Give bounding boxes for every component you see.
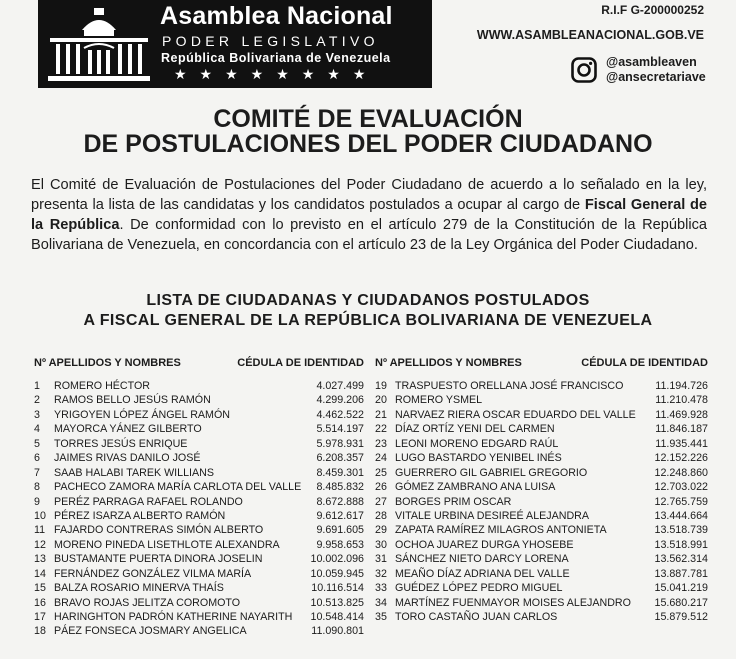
candidate-id: 12.765.759	[654, 495, 708, 508]
table-row	[373, 437, 708, 451]
row-number: 15	[34, 582, 46, 595]
table-row	[373, 495, 708, 509]
row-number: 24	[375, 452, 387, 465]
candidate-id: 12.248.860	[654, 466, 708, 479]
candidate-name: FERNÁNDEZ GONZÁLEZ VILMA MARÍA	[54, 567, 252, 580]
candidate-name: MARTÍNEZ FUENMAYOR MOISES ALEJANDRO	[395, 596, 631, 609]
candidate-name: VITALE URBINA DESIREÉ ALEJANDRA	[395, 509, 590, 522]
row-number: 26	[375, 481, 387, 494]
table-row	[32, 581, 364, 595]
candidate-id: 11.090.801	[311, 625, 364, 638]
table-header	[32, 357, 364, 379]
list-title-line-1: LISTA DE CIUDADANAS Y CIUDADANOS POSTULADOS	[146, 292, 590, 309]
candidate-name: LUGO BASTARDO YENIBEL INÉS	[395, 452, 562, 465]
table-row	[373, 466, 708, 480]
candidate-id: 15.879.512	[654, 611, 708, 623]
candidate-name: LEONI MORENO EDGARD RAÚL	[395, 437, 559, 450]
candidate-id: 11.210.478	[655, 394, 708, 407]
candidate-name: ZAPATA RAMÍREZ MILAGROS ANTONIETA	[395, 524, 607, 537]
table-row	[373, 379, 708, 393]
row-number: 35	[375, 611, 387, 623]
candidate-name: HARINGHTON PADRÓN KATHERINE NAYARITH	[54, 611, 293, 623]
row-number: 5	[34, 437, 40, 450]
candidates-table-right	[373, 357, 708, 624]
candidate-name: MORENO PINEDA LISETHLOTE ALEXANDRA	[54, 538, 280, 551]
candidate-name: JAIMES RIVAS DANILO JOSÉ	[54, 452, 201, 465]
table-header	[373, 357, 708, 379]
candidate-name: FAJARDO CONTRERAS SIMÓN ALBERTO	[54, 524, 264, 537]
table-row	[32, 437, 364, 451]
candidate-id: 8.459.301	[316, 466, 364, 479]
candidate-id: 10.002.096	[310, 553, 364, 566]
row-number: 29	[375, 524, 387, 537]
list-title-line-2: A FISCAL GENERAL DE LA REPÚBLICA BOLIVARIANA DE VENEZUELA	[83, 312, 653, 329]
candidate-id: 15.680.217	[654, 596, 708, 609]
candidate-name: TORO CASTAÑO JUAN CARLOS	[395, 611, 558, 623]
candidate-id: 8.672.888	[316, 495, 364, 508]
candidate-id: 9.612.617	[316, 509, 364, 522]
candidate-id: 4.027.499	[316, 380, 364, 392]
candidate-id: 13.444.664	[654, 509, 708, 522]
candidate-name: OCHOA JUAREZ DURGA YHOSEBE	[395, 538, 574, 551]
candidate-id: 13.518.739	[654, 524, 708, 537]
candidate-id: 9.958.653	[316, 538, 364, 551]
header-banner	[38, 0, 432, 88]
candidate-id: 9.691.605	[316, 524, 364, 537]
candidate-name: SÁNCHEZ NIETO DARCY LORENA	[395, 553, 569, 566]
row-number: 22	[375, 423, 387, 436]
table-row	[373, 610, 708, 624]
row-number: 33	[375, 582, 387, 595]
candidate-id: 11.935.441	[655, 437, 708, 450]
row-number: 21	[375, 408, 387, 421]
candidate-id: 12.703.022	[654, 481, 708, 494]
candidate-id: 12.152.226	[654, 452, 708, 465]
candidate-id: 10.059.945	[310, 567, 364, 580]
candidate-id: 10.116.514	[311, 582, 364, 595]
candidate-name: PACHECO ZAMORA MARÍA CARLOTA DEL VALLE	[54, 481, 302, 494]
table-row	[32, 466, 364, 480]
candidate-name: GUÉDEZ LÓPEZ PEDRO MIGUEL	[395, 582, 563, 595]
row-number: 18	[34, 625, 46, 638]
intro-text-1: El Comité de Evaluación de Postulaciones del Poder Ciudadano de acuerdo a lo señalado en la ley, presenta la lista de las candidatas y los candidatos postulados a ocupar al cargo de	[31, 177, 707, 213]
instagram-icon	[571, 57, 597, 83]
row-number: 20	[375, 394, 387, 407]
candidate-name: PÉREZ ISARZA ALBERTO RAMÓN	[54, 509, 226, 522]
candidate-id: 6.208.357	[316, 452, 364, 465]
stars-row: ★★★★★★★★	[174, 66, 379, 82]
candidate-id: 15.041.219	[654, 582, 708, 595]
title-line-1: COMITÉ DE EVALUACIÓN	[213, 105, 523, 133]
table-row	[373, 422, 708, 436]
candidate-name: TRASPUESTO ORELLANA JOSÉ FRANCISCO	[395, 380, 624, 392]
candidate-name: PERÉZ PARRAGA RAFAEL ROLANDO	[54, 495, 243, 508]
table-row	[373, 596, 708, 610]
table-row	[32, 509, 364, 523]
row-number: 2	[34, 394, 40, 407]
table-row	[32, 538, 364, 552]
row-number: 9	[34, 495, 40, 508]
table-row	[373, 523, 708, 537]
header-names: Nº APELLIDOS Y NOMBRES	[34, 357, 181, 369]
candidate-name: TORRES JESÚS ENRIQUE	[54, 437, 188, 450]
candidate-name: RAMOS BELLO JESÚS RAMÓN	[54, 394, 211, 407]
header-names: Nº APELLIDOS Y NOMBRES	[375, 357, 522, 369]
candidate-id: 4.462.522	[316, 408, 364, 421]
candidate-id: 10.513.825	[310, 596, 364, 609]
row-number: 16	[34, 596, 46, 609]
row-number: 13	[34, 553, 46, 566]
candidate-name: GÓMEZ ZAMBRANO ANA LUISA	[395, 481, 556, 494]
table-row	[32, 552, 364, 566]
candidate-id: 13.518.991	[654, 538, 708, 551]
candidate-name: BALZA ROSARIO MINERVA THAÍS	[54, 582, 224, 595]
table-row	[32, 567, 364, 581]
table-row	[373, 581, 708, 595]
candidate-name: NARVAEZ RIERA OSCAR EDUARDO DEL VALLE	[395, 408, 636, 421]
header-id: CÉDULA DE IDENTIDAD	[237, 357, 364, 369]
website-link[interactable]: WWW.ASAMBLEANACIONAL.GOB.VE	[476, 28, 704, 42]
instagram-handle-1[interactable]: @asambleaven	[606, 55, 697, 69]
table-row	[32, 610, 364, 624]
intro-paragraph	[31, 175, 707, 255]
country-name: República Bolivariana de Venezuela	[161, 51, 391, 65]
branch-name: PODER LEGISLATIVO	[162, 33, 379, 49]
row-number: 19	[375, 380, 387, 392]
table-row	[373, 538, 708, 552]
candidate-id: 11.469.928	[655, 408, 708, 421]
table-row	[32, 596, 364, 610]
candidate-id: 4.299.206	[316, 394, 364, 407]
instagram-handle-2[interactable]: @ansecretariave	[606, 70, 706, 84]
table-row	[373, 552, 708, 566]
candidate-name: YRIGOYEN LÓPEZ ÁNGEL RAMÓN	[54, 408, 230, 421]
row-number: 27	[375, 495, 387, 508]
candidate-id: 11.194.726	[655, 380, 708, 392]
table-row	[32, 422, 364, 436]
table-row	[32, 624, 364, 638]
row-number: 11	[34, 524, 46, 537]
candidate-id: 11.846.187	[655, 423, 708, 436]
candidate-name: ROMERO HÉCTOR	[54, 380, 150, 392]
org-name: Asamblea Nacional	[160, 2, 393, 30]
table-row	[32, 451, 364, 465]
table-row	[32, 480, 364, 494]
table-row	[373, 451, 708, 465]
table-row	[373, 567, 708, 581]
candidate-name: SAAB HALABI TAREK WILLIANS	[54, 466, 214, 479]
candidates-table-left	[32, 357, 364, 639]
candidate-name: DÍAZ ORTÍZ YENI DEL CARMEN	[395, 423, 555, 436]
table-row	[373, 509, 708, 523]
row-number: 12	[34, 538, 46, 551]
candidate-name: MAYORCA YÁNEZ GILBERTO	[54, 423, 202, 436]
title-line-2: DE POSTULACIONES DEL PODER CIUDADANO	[83, 130, 653, 158]
header-id: CÉDULA DE IDENTIDAD	[581, 357, 708, 369]
row-number: 14	[34, 567, 46, 580]
intro-bold-text: Fiscal General de la República	[31, 197, 707, 233]
candidate-id: 5.978.931	[316, 437, 364, 450]
candidate-name: MEAÑO DÍAZ ADRIANA DEL VALLE	[395, 567, 570, 580]
rif-number: R.I.F G-200000252	[601, 3, 704, 17]
row-number: 31	[375, 553, 387, 566]
table-row	[32, 393, 364, 407]
row-number: 3	[34, 408, 40, 421]
row-number: 34	[375, 596, 387, 609]
list-title	[0, 291, 736, 331]
candidate-id: 5.514.197	[316, 423, 364, 436]
table-row	[32, 523, 364, 537]
candidate-id: 10.548.414	[310, 611, 364, 623]
candidate-name: BUSTAMANTE PUERTA DINORA JOSELIN	[54, 553, 263, 566]
page-title	[0, 107, 736, 157]
candidate-name: BRAVO ROJAS JELITZA COROMOTO	[54, 596, 241, 609]
table-row	[373, 480, 708, 494]
table-row	[373, 393, 708, 407]
row-number: 4	[34, 423, 40, 436]
row-number: 32	[375, 567, 387, 580]
candidate-name: ROMERO YSMEL	[395, 394, 483, 407]
candidate-id: 8.485.832	[316, 481, 364, 494]
candidate-name: GUERRERO GIL GABRIEL GREGORIO	[395, 466, 588, 479]
table-row	[32, 495, 364, 509]
capitol-logo-icon	[46, 4, 152, 84]
row-number: 7	[34, 466, 40, 479]
row-number: 25	[375, 466, 387, 479]
candidate-name: PÁEZ FONSECA JOSMARY ANGELICA	[54, 625, 247, 638]
social-handles	[606, 55, 706, 85]
table-row	[373, 408, 708, 422]
row-number: 23	[375, 437, 387, 450]
row-number: 6	[34, 452, 40, 465]
row-number: 28	[375, 509, 387, 522]
row-number: 17	[34, 611, 46, 623]
candidate-id: 13.562.314	[654, 553, 708, 566]
row-number: 8	[34, 481, 40, 494]
row-number: 10	[34, 509, 46, 522]
intro-text-2: . De conformidad con lo previsto en el artículo 279 de la Constitución de la República Bolivariana de Venezuela, en concordancia con el artículo 23 de la Ley Orgánica del Poder Ciudadano.	[31, 217, 707, 253]
candidate-id: 13.887.781	[654, 567, 708, 580]
candidate-name: BORGES PRIM OSCAR	[395, 495, 512, 508]
table-row	[32, 379, 364, 393]
table-row	[32, 408, 364, 422]
row-number: 1	[34, 380, 40, 392]
row-number: 30	[375, 538, 387, 551]
